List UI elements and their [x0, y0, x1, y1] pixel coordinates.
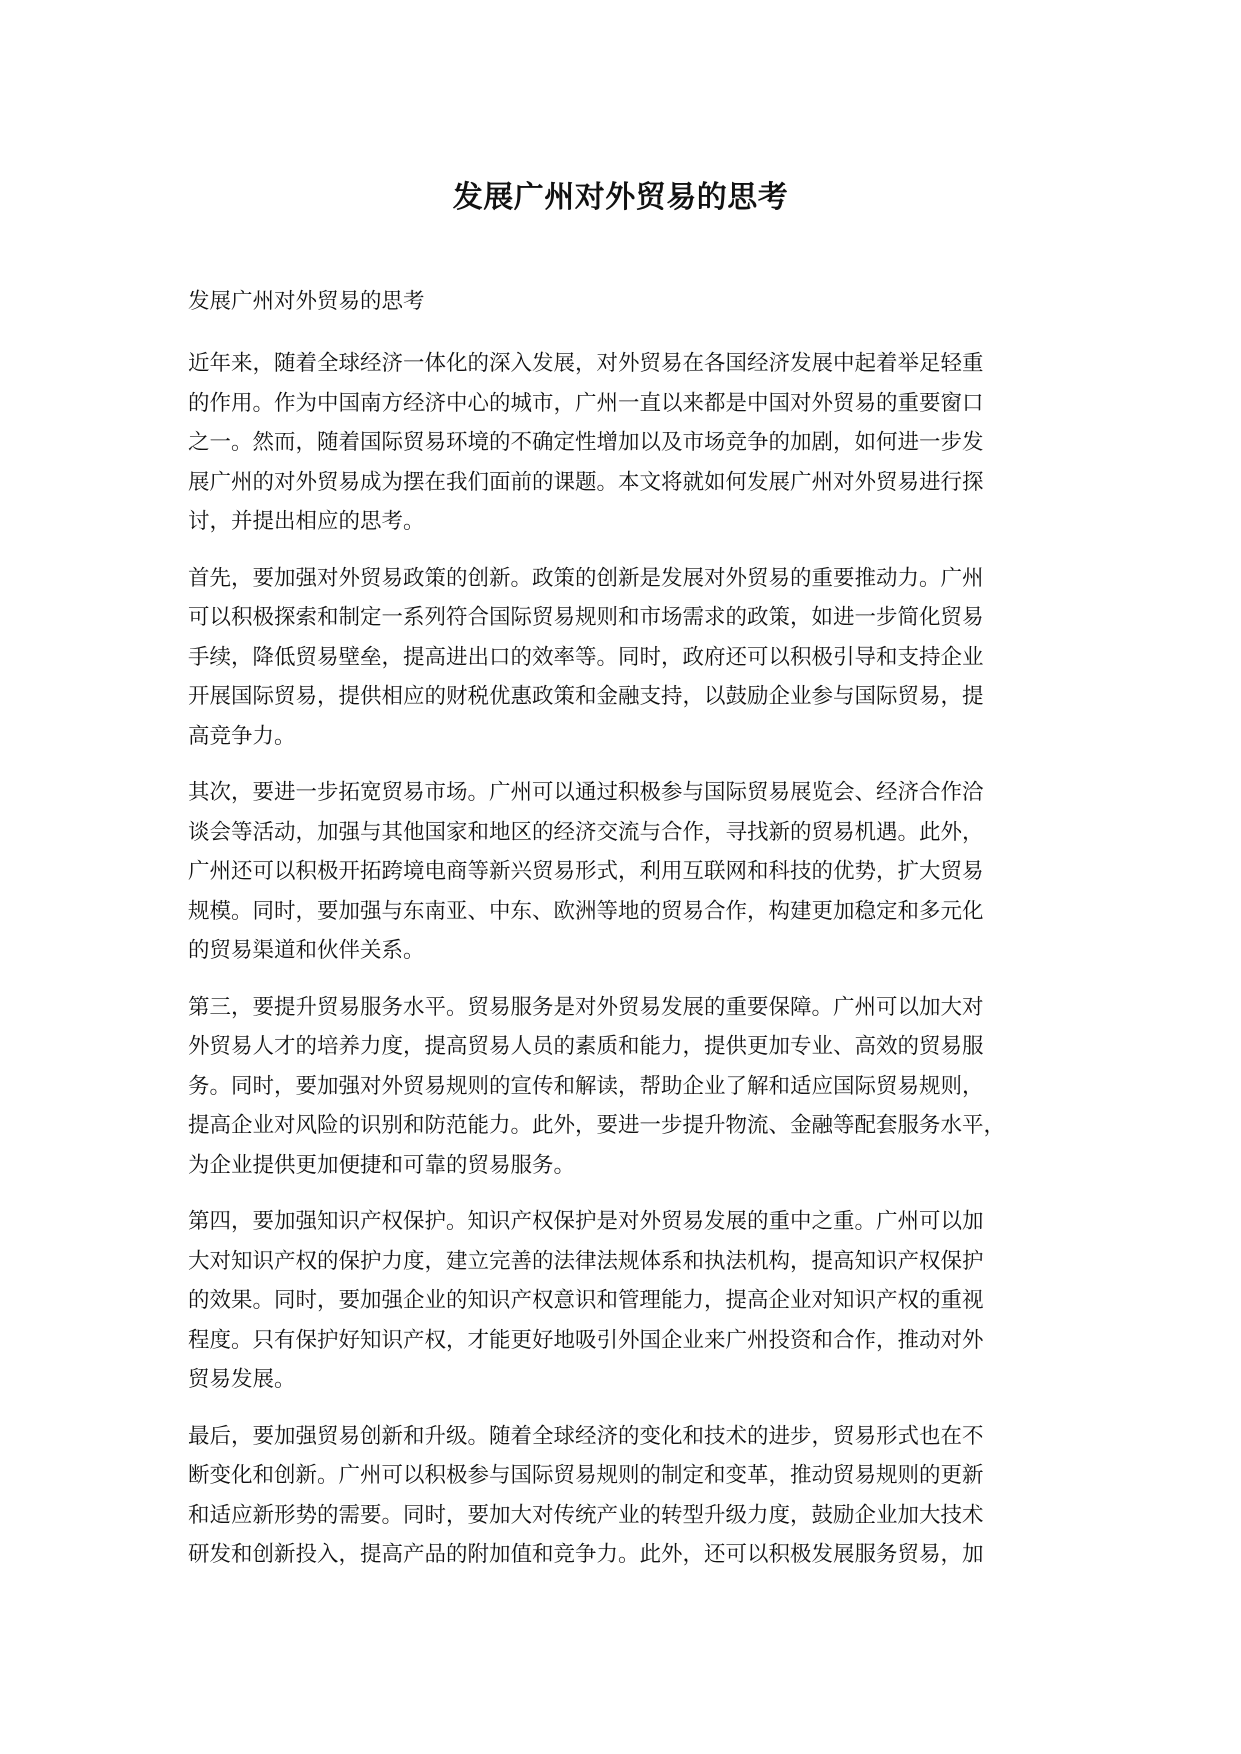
text-line: 断变化和创新。广州可以积极参与国际贸易规则的制定和变革，推动贸易规则的更新	[188, 1463, 984, 1488]
document-body	[188, 282, 1051, 1592]
text-line: 第四，要加强知识产权保护。知识产权保护是对外贸易发展的重中之重。广州可以加	[188, 1209, 984, 1234]
text-line: 展广州的对外贸易成为摆在我们面前的课题。本文将就如何发展广州对外贸易进行探	[188, 469, 984, 495]
document-title: 发展广州对外贸易的思考	[452, 180, 789, 215]
text-line: 谈会等活动，加强与其他国家和地区的经济交流与合作，寻找新的贸易机遇。此外，	[188, 819, 984, 845]
text-line: 讨，并提出相应的思考。	[188, 509, 425, 534]
paragraph-policy-innovation	[188, 559, 1051, 757]
text-line: 的效果。同时，要加强企业的知识产权意识和管理能力，提高企业对知识产权的重视	[188, 1288, 984, 1313]
text-line: 程度。只有保护好知识产权，才能更好地吸引外国企业来广州投资和合作，推动对外	[188, 1327, 984, 1353]
text-line: 手续，降低贸易壁垒，提高进出口的效率等。同时，政府还可以积极引导和支持企业	[188, 644, 984, 670]
text-line: 其次，要进一步拓宽贸易市场。广州可以通过积极参与国际贸易展览会、经济合作洽	[188, 780, 984, 805]
text-line: 务。同时，要加强对外贸易规则的宣传和解读，帮助企业了解和适应国际贸易规则，	[188, 1073, 984, 1099]
document-subtitle: 发展广州对外贸易的思考	[188, 289, 425, 314]
text-line: 大对知识产权的保护力度，建立完善的法律法规体系和执法机构，提高知识产权保护	[188, 1248, 984, 1274]
text-line: 首先，要加强对外贸易政策的创新。政策的创新是发展对外贸易的重要推动力。广州	[188, 565, 984, 591]
text-line: 最后，要加强贸易创新和升级。随着全球经济的变化和技术的进步，贸易形式也在不	[188, 1423, 984, 1449]
text-line: 贸易发展。	[188, 1367, 296, 1392]
paragraph-intro	[188, 344, 1051, 542]
text-line: 提高企业对风险的识别和防范能力。此外，要进一步提升物流、金融等配套服务水平，	[188, 1113, 1006, 1138]
text-line: 外贸易人才的培养力度，提高贸易人员的素质和能力，提供更加专业、高效的贸易服	[188, 1034, 984, 1059]
text-line: 研发和创新投入，提高产品的附加值和竞争力。此外，还可以积极发展服务贸易，加	[188, 1542, 984, 1567]
text-line: 的贸易渠道和伙伴关系。	[188, 938, 425, 963]
text-line: 高竞争力。	[188, 723, 296, 749]
paragraph-trade-services	[188, 988, 1051, 1186]
text-line: 开展国际贸易，提供相应的财税优惠政策和金融支持，以鼓励企业参与国际贸易，提	[188, 684, 984, 709]
text-line: 和适应新形势的需要。同时，要加大对传统产业的转型升级力度，鼓励企业加大技术	[188, 1502, 984, 1528]
paragraph-trade-innovation	[188, 1417, 1051, 1575]
text-line: 第三，要提升贸易服务水平。贸易服务是对外贸易发展的重要保障。广州可以加大对	[188, 994, 984, 1020]
text-line: 为企业提供更加便捷和可靠的贸易服务。	[188, 1152, 576, 1178]
text-line: 之一。然而，随着国际贸易环境的不确定性增加以及市场竞争的加剧，如何进一步发	[188, 430, 984, 455]
paragraph-ip-protection	[188, 1202, 1051, 1400]
paragraph-market-expansion	[188, 773, 1051, 971]
text-line: 规模。同时，要加强与东南亚、中东、欧洲等地的贸易合作，构建更加稳定和多元化	[188, 898, 984, 924]
text-line: 的作用。作为中国南方经济中心的城市，广州一直以来都是中国对外贸易的重要窗口	[188, 390, 984, 416]
text-line: 广州还可以积极开拓跨境电商等新兴贸易形式，利用互联网和科技的优势，扩大贸易	[188, 859, 984, 884]
text-line: 近年来，随着全球经济一体化的深入发展，对外贸易在各国经济发展中起着举足轻重	[188, 351, 984, 376]
text-line: 可以积极探索和制定一系列符合国际贸易规则和市场需求的政策，如进一步简化贸易	[188, 605, 984, 630]
